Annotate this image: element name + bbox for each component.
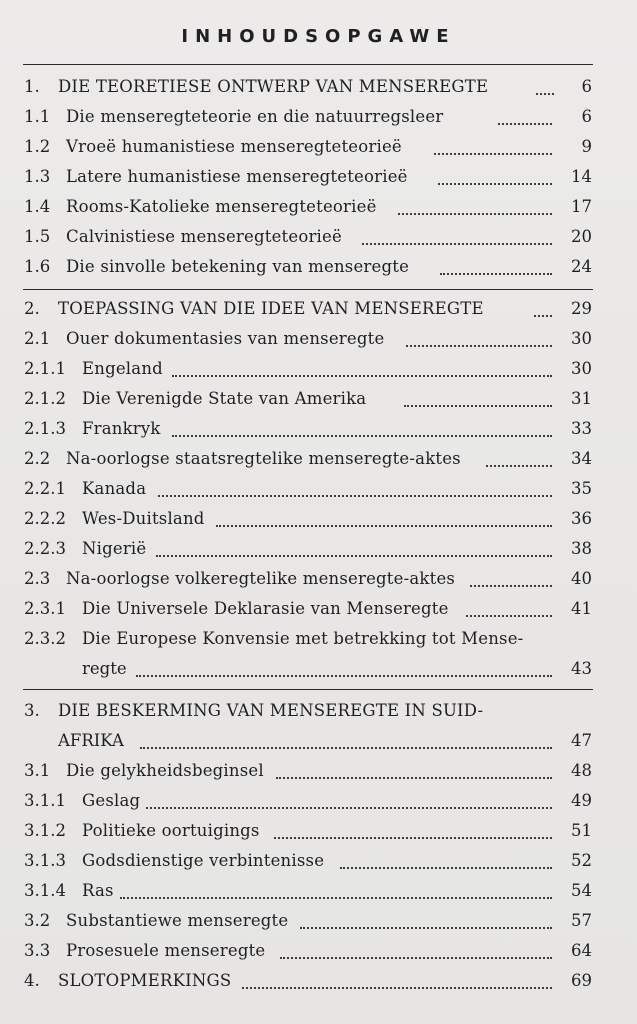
dot-leader xyxy=(406,342,552,347)
entry-page: 6 xyxy=(581,107,592,126)
dot-leader xyxy=(398,210,552,215)
entry-title: Rooms-Katolieke menseregteteorieë xyxy=(66,197,377,216)
entry-page: 38 xyxy=(571,539,592,558)
entry-title: Nigerië xyxy=(82,539,147,558)
section-rule xyxy=(23,289,593,290)
entry-title-continuation: regte xyxy=(82,659,127,678)
dot-leader xyxy=(172,372,552,377)
entry-title: Ras xyxy=(82,881,114,900)
entry-title: Engeland xyxy=(82,359,163,378)
entry-page: 24 xyxy=(571,257,592,276)
toc-entry-2-2-1 xyxy=(0,478,637,508)
entry-number: 2.1.1 xyxy=(24,359,66,378)
entry-title: Na-oorlogse volkeregtelike menseregte-aktes xyxy=(66,569,456,588)
entry-page: 57 xyxy=(571,911,592,930)
entry-number: 2.2.3 xyxy=(24,539,66,558)
entry-title: Substantiewe menseregte xyxy=(66,911,289,930)
toc-entry-1-3 xyxy=(0,166,637,196)
toc-entry-chapter-3 xyxy=(0,700,637,730)
entry-page: 17 xyxy=(571,197,592,216)
entry-page: 6 xyxy=(581,77,592,96)
entry-title: Godsdienstige verbintenisse xyxy=(82,851,325,870)
toc-entry-2-3-2 xyxy=(0,628,637,658)
entry-page: 48 xyxy=(571,761,592,780)
entry-number: 1.5 xyxy=(24,227,51,246)
entry-page: 33 xyxy=(571,419,592,438)
page-title: INHOUDSOPGAWE xyxy=(181,26,456,47)
toc-entry-3-1-4 xyxy=(0,880,637,910)
toc-entry-2-3 xyxy=(0,568,637,598)
entry-title: Die Universele Deklarasie van Menseregte xyxy=(82,599,449,618)
entry-title: Latere humanistiese menseregteteorieë xyxy=(66,167,408,186)
dot-leader xyxy=(498,120,552,125)
dot-leader xyxy=(340,864,552,869)
dot-leader xyxy=(486,462,552,467)
entry-page: 36 xyxy=(571,509,592,528)
entry-title: Geslag xyxy=(82,791,141,810)
toc-entry-3-2 xyxy=(0,910,637,940)
entry-number: 3.1.2 xyxy=(24,821,66,840)
entry-number: 2.2 xyxy=(24,449,51,468)
toc-entry-3-1-2 xyxy=(0,820,637,850)
entry-number: 3.2 xyxy=(24,911,51,930)
entry-title: Na-oorlogse staatsregtelike menseregte-aktes xyxy=(66,449,461,468)
entry-title-continuation: AFRIKA xyxy=(58,731,124,750)
entry-page: 30 xyxy=(571,329,592,348)
entry-title: Kanada xyxy=(82,479,147,498)
entry-number: 2. xyxy=(24,299,40,318)
entry-page: 52 xyxy=(571,851,592,870)
toc-entry-2-1-3 xyxy=(0,418,637,448)
entry-title: Die Verenigde State van Amerika xyxy=(82,389,367,408)
toc-entry-2-2-3 xyxy=(0,538,637,568)
entry-number: 1.2 xyxy=(24,137,51,156)
entry-page: 47 xyxy=(571,731,592,750)
dot-leader xyxy=(274,834,552,839)
dot-leader xyxy=(438,180,552,185)
entry-number: 1.3 xyxy=(24,167,51,186)
entry-title: Die menseregteteorie en die natuurregsleer xyxy=(66,107,444,126)
toc-entry-1-2 xyxy=(0,136,637,166)
entry-number: 3.1.3 xyxy=(24,851,66,870)
entry-page: 29 xyxy=(571,299,592,318)
entry-number: 2.1 xyxy=(24,329,51,348)
entry-title: SLOTOPMERKINGS xyxy=(58,971,232,990)
dot-leader xyxy=(158,492,552,497)
entry-title: Frankryk xyxy=(82,419,161,438)
toc-entry-2-1-2 xyxy=(0,388,637,418)
entry-number: 1.6 xyxy=(24,257,51,276)
entry-number: 1.4 xyxy=(24,197,51,216)
dot-leader xyxy=(280,954,552,959)
entry-title: DIE BESKERMING VAN MENSEREGTE IN SUID- xyxy=(58,701,484,720)
entry-title: Calvinistiese menseregteteorieë xyxy=(66,227,342,246)
toc-entry-chapter-3-continuation xyxy=(0,730,637,760)
dot-leader xyxy=(466,612,552,617)
entry-number: 2.1.2 xyxy=(24,389,66,408)
entry-page: 9 xyxy=(581,137,592,156)
toc-entry-3-1-3 xyxy=(0,850,637,880)
toc-entry-1-4 xyxy=(0,196,637,226)
dot-leader xyxy=(216,522,552,527)
dot-leader xyxy=(136,672,552,677)
entry-page: 69 xyxy=(571,971,592,990)
toc-entry-1-6 xyxy=(0,256,637,286)
toc-entry-3-1 xyxy=(0,760,637,790)
dot-leader xyxy=(534,312,552,317)
entry-number: 4. xyxy=(24,971,40,990)
entry-title: Die Europese Konvensie met betrekking tot Mense- xyxy=(82,629,524,648)
entry-number: 3.1.4 xyxy=(24,881,66,900)
toc-entry-chapter-2 xyxy=(0,298,637,328)
toc-entry-chapter-4 xyxy=(0,970,637,1000)
dot-leader xyxy=(146,804,552,809)
entry-number: 2.3.1 xyxy=(24,599,66,618)
entry-page: 64 xyxy=(571,941,592,960)
entry-page: 49 xyxy=(571,791,592,810)
entry-number: 2.2.2 xyxy=(24,509,66,528)
entry-page: 30 xyxy=(571,359,592,378)
entry-page: 34 xyxy=(571,449,592,468)
dot-leader xyxy=(434,150,552,155)
entry-title: Prosesuele menseregte xyxy=(66,941,266,960)
entry-number: 2.1.3 xyxy=(24,419,66,438)
toc-entry-2-2-2 xyxy=(0,508,637,538)
toc-entry-2-3-2-continuation xyxy=(0,658,637,688)
entry-page: 31 xyxy=(571,389,592,408)
entry-page: 43 xyxy=(571,659,592,678)
entry-title: Ouer dokumentasies van menseregte xyxy=(66,329,385,348)
section-rule xyxy=(23,689,593,690)
dot-leader xyxy=(156,552,552,557)
toc-entry-chapter-1 xyxy=(0,76,637,106)
entry-page: 14 xyxy=(571,167,592,186)
entry-title: TOEPASSING VAN DIE IDEE VAN MENSEREGTE xyxy=(58,299,484,318)
entry-title: Vroeë humanistiese menseregteteorieë xyxy=(66,137,402,156)
entry-title: DIE TEORETIESE ONTWERP VAN MENSEREGTE xyxy=(58,77,489,96)
entry-number: 1. xyxy=(24,77,40,96)
entry-title: Wes-Duitsland xyxy=(82,509,205,528)
dot-leader xyxy=(140,744,552,749)
entry-title: Politieke oortuigings xyxy=(82,821,260,840)
top-rule xyxy=(23,64,593,65)
dot-leader xyxy=(440,270,552,275)
dot-leader xyxy=(172,432,552,437)
dot-leader xyxy=(536,90,554,95)
toc-entry-2-1-1 xyxy=(0,358,637,388)
dot-leader xyxy=(276,774,552,779)
dot-leader xyxy=(242,984,552,989)
entry-number: 2.2.1 xyxy=(24,479,66,498)
dot-leader xyxy=(362,240,552,245)
dot-leader xyxy=(470,582,552,587)
entry-page: 40 xyxy=(571,569,592,588)
toc-entry-3-1-1 xyxy=(0,790,637,820)
toc-entry-3-3 xyxy=(0,940,637,970)
toc-entry-2-3-1 xyxy=(0,598,637,628)
entry-number: 3.1.1 xyxy=(24,791,66,810)
entry-number: 2.3 xyxy=(24,569,51,588)
entry-page: 41 xyxy=(571,599,592,618)
dot-leader xyxy=(404,402,552,407)
entry-title: Die sinvolle betekening van menseregte xyxy=(66,257,410,276)
entry-number: 3.3 xyxy=(24,941,51,960)
entry-page: 54 xyxy=(571,881,592,900)
toc-entry-1-5 xyxy=(0,226,637,256)
entry-title: Die gelykheidsbeginsel xyxy=(66,761,264,780)
entry-page: 51 xyxy=(571,821,592,840)
entry-number: 1.1 xyxy=(24,107,51,126)
toc-entry-1-1 xyxy=(0,106,637,136)
entry-page: 35 xyxy=(571,479,592,498)
entry-page: 20 xyxy=(571,227,592,246)
dot-leader xyxy=(120,894,552,899)
toc-entry-2-2 xyxy=(0,448,637,478)
toc-entry-2-1 xyxy=(0,328,637,358)
entry-number: 3.1 xyxy=(24,761,51,780)
entry-number: 3. xyxy=(24,701,40,720)
dot-leader xyxy=(300,924,552,929)
entry-number: 2.3.2 xyxy=(24,629,66,648)
